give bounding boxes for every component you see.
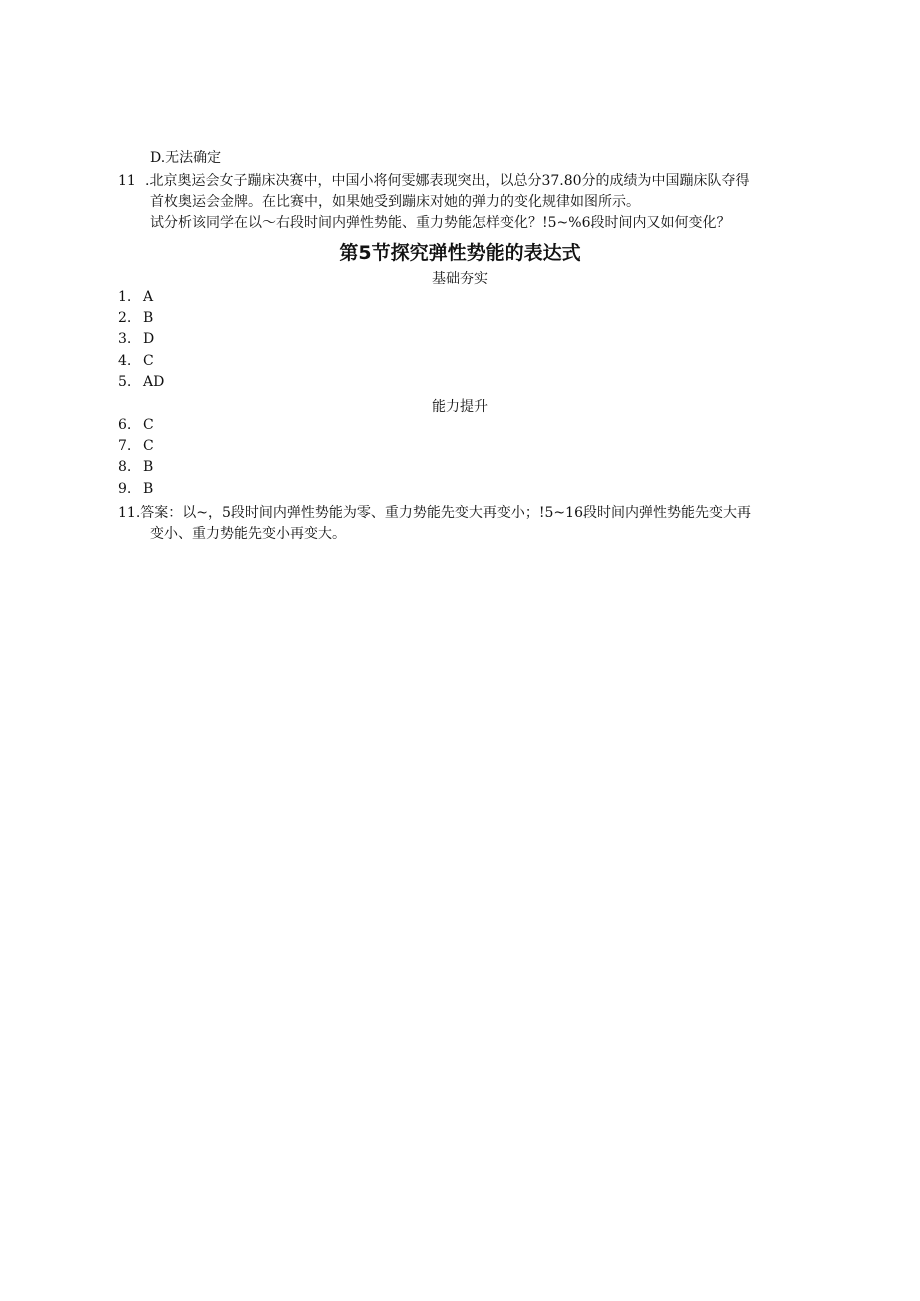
answer-row [118, 287, 153, 308]
question-11-line-3: 试分析该同学在以～右段时间内弹性势能、重力势能怎样变化？!5~%6段时间内又如何变化？ [150, 215, 731, 231]
answer-value: D [143, 331, 155, 347]
answer-row [118, 372, 164, 393]
answer-value: B [143, 310, 154, 326]
answer-11-line-2: 变小、重力势能先变小再变大。 [150, 526, 346, 542]
answer-value: B [143, 481, 154, 497]
answer-number: 5. [118, 374, 132, 390]
answer-value: C [143, 417, 154, 433]
answer-row [118, 457, 153, 478]
answer-number: 3. [118, 331, 132, 347]
answer-value: B [143, 459, 154, 475]
answer-11-line-1: 11.答案：以~，5段时间内弹性势能为零、重力势能先变大再变小；!5~16段时间内弹性势能先变大再 [118, 505, 751, 521]
option-d: D.无法确定 [150, 150, 222, 166]
answer-row [118, 436, 154, 457]
answer-number: 8. [118, 459, 132, 475]
answer-number: 1. [118, 289, 132, 305]
subsection-advanced: 能力提升 [432, 399, 488, 415]
answer-value: A [143, 289, 154, 305]
answer-value: C [143, 438, 154, 454]
subsection-basic: 基础夯实 [432, 271, 488, 287]
question-11-number: 11 [118, 173, 136, 189]
answer-row [118, 308, 153, 329]
question-11-line-2: 首枚奥运会金牌。在比赛中，如果她受到蹦床对她的弹力的变化规律如图所示。 [150, 194, 640, 210]
answer-number: 2. [118, 310, 132, 326]
answer-number: 9. [118, 481, 132, 497]
answer-number: 6. [118, 417, 132, 433]
answer-number: 4. [118, 353, 132, 369]
answer-row [118, 479, 153, 500]
answer-number: 7. [118, 438, 132, 454]
answer-row [118, 351, 154, 372]
answer-value: AD [143, 374, 165, 390]
answer-value: C [143, 353, 154, 369]
section-title: 第5节探究弹性势能的表达式 [339, 242, 581, 264]
question-11-line-1: .北京奥运会女子蹦床决赛中，中国小将何雯娜表现突出，以总分37.80分的成绩为中国蹦床队夺得 [145, 173, 750, 189]
answer-row [118, 415, 154, 436]
answer-row [118, 329, 154, 350]
